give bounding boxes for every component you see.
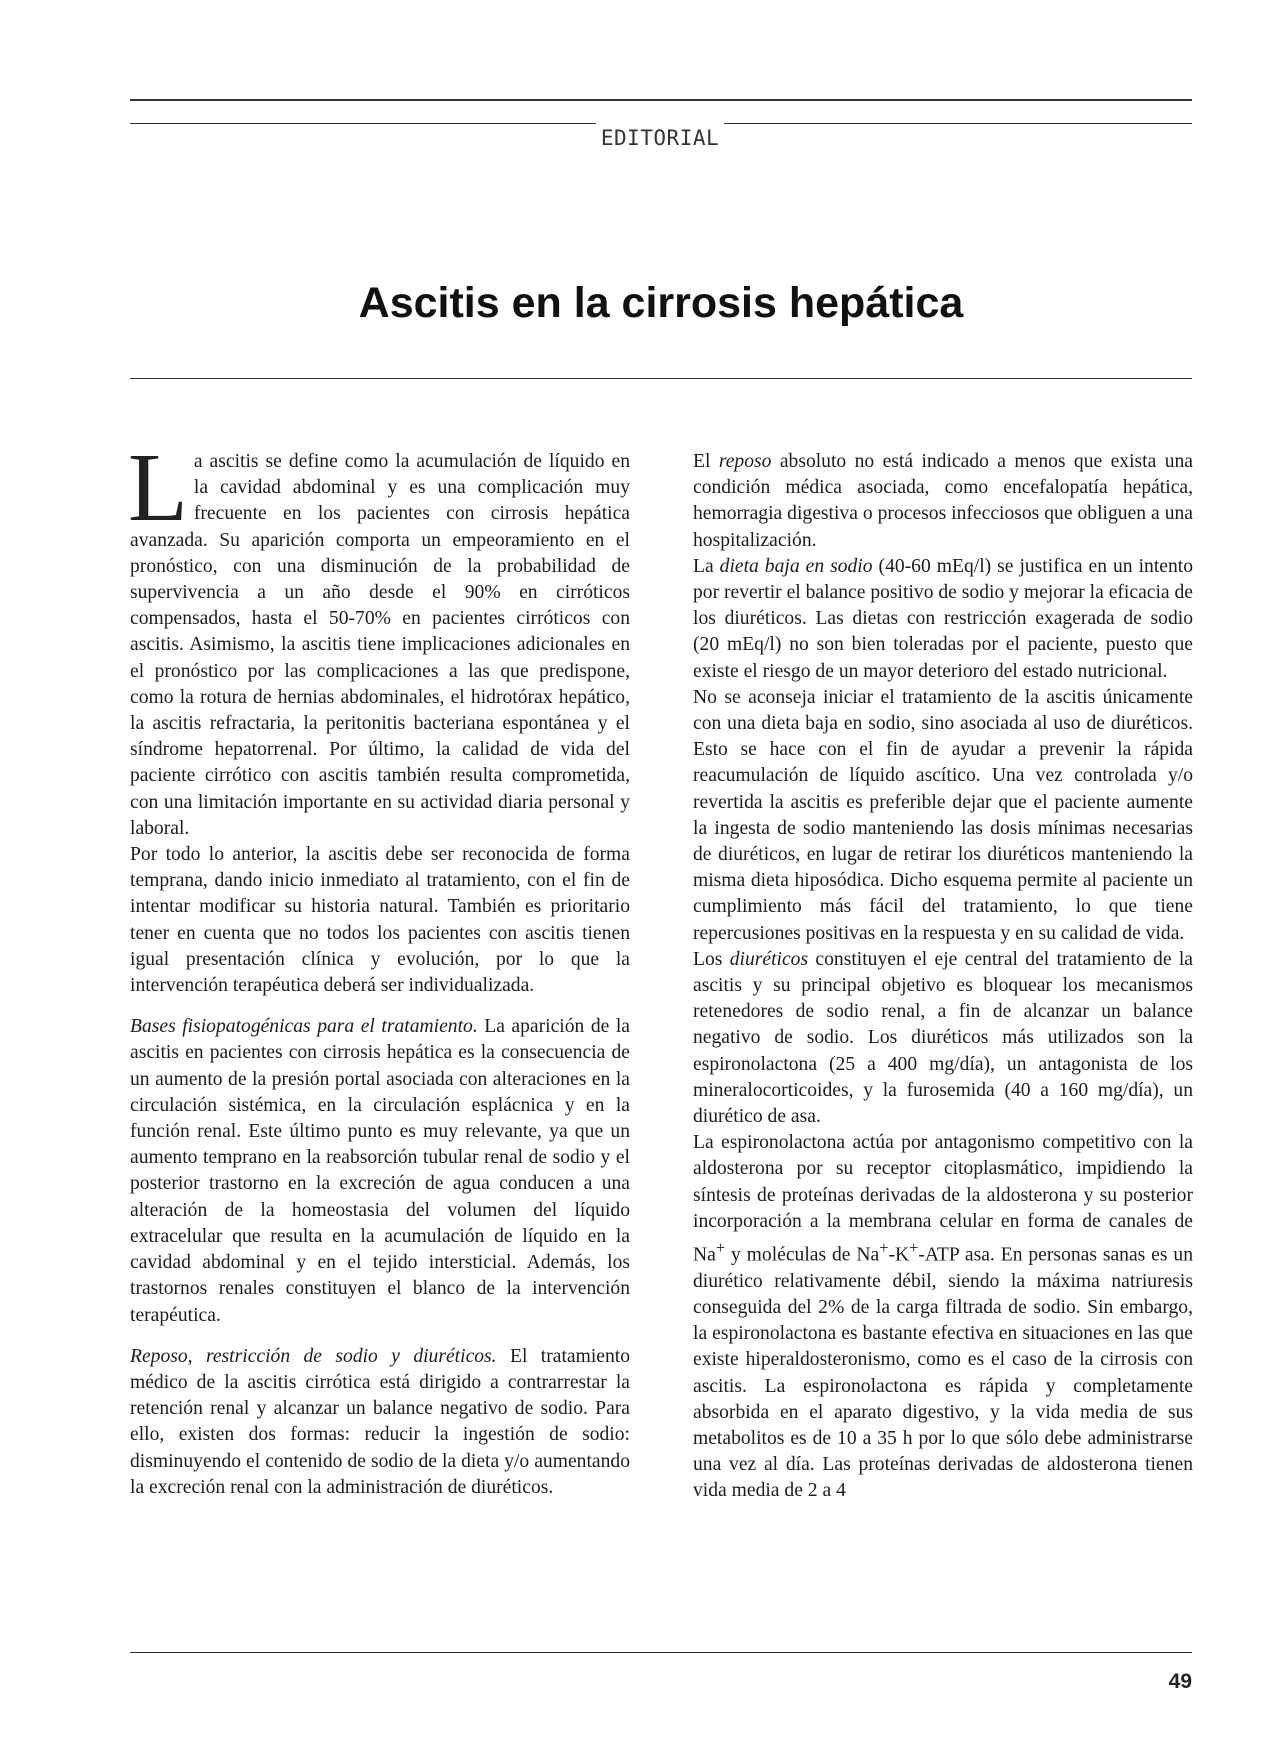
text-run: y moléculas de Na (725, 1244, 880, 1266)
paragraph-reposo (693, 449, 1193, 554)
text-run: -K (888, 1244, 910, 1266)
superscript: + (879, 1238, 889, 1258)
superscript: + (909, 1238, 919, 1258)
paragraph-intro (128, 434, 630, 842)
paragraph-pathophysiology (130, 1014, 630, 1328)
paragraph-dieta (693, 554, 1193, 685)
section-rule-left (130, 123, 596, 124)
section-heading-reposo: Reposo, restricción de sodio y diuréticos. (130, 1345, 497, 1367)
superscript: + (715, 1238, 726, 1258)
text-run: La espironolactona actúa por antagonismo competitivo con la aldosterona por su receptor citoplasmático, impidiendo la síntesis de proteínas derivadas de la aldosterona y su posterior incorporación a la membrana celular en forma de canales de Na (693, 1132, 1193, 1266)
paragraph-pathophysiology-text: La aparición de la ascitis en pacientes con cirrosis hepática es la consecuencia de un aumento de la presión portal asociada con alteraciones en la circulación sistémica, en la circulación esplácnica y en la función renal. Este último punto es muy relevante, ya que un aumento temprano en la reabsorción tubular renal de sodio y el posterior trastorno en la excreción de agua conducen a una alteración de la homeostasia del volumen del líquido extracelular que resulta en la acumulación de líquido en la cavidad abdominal y en el tejido intersticial. Además, los trastornos renales constituyen el blanco de la intervención terapéutica. (130, 1016, 630, 1326)
left-column (128, 434, 631, 1501)
paragraph-espironolactona (693, 1130, 1193, 1504)
paragraph-diureticos (693, 947, 1193, 1130)
section-label: EDITORIAL (600, 126, 720, 150)
paragraph-treatment (130, 1344, 630, 1501)
text-run: constituyen el eje central del tratamiento de la ascitis y su principal objetivo es bloquear los mecanismos retenedores de sodio renal, a fin de alcanzar un balance negativo de sodio. Los diuréticos más utilizados son la espironolactona (25 a 400 mg/día), un antagonista de los mineralocorticoides, y la furosemida (40 a 160 mg/día), un diurético de asa. (693, 948, 1194, 1128)
text-run: La (693, 555, 720, 577)
drop-cap: L (128, 434, 188, 542)
right-column (693, 449, 1193, 1505)
term-diureticos: diuréticos (729, 948, 809, 970)
text-run: Los (693, 948, 730, 970)
paragraph-treatment-text: El tratamiento médico de la ascitis cirrótica está dirigido a contrarrestar la retención renal y alcanzar un balance negativo de sodio. Para ello, existen dos formas: reducir la ingestión de sodio: disminuyendo el contenido de sodio de la dieta y/o aumentando la excreción renal con la administración de diuréticos. (130, 1345, 631, 1498)
title-rule (130, 378, 1192, 379)
text-run: -ATP asa. En personas sanas es un diurético relativamente débil, siendo la máxima natriuresis conseguida del 2% de la carga filtrada de sodio. Sin embargo, la espironolactona es bastante efectiva en situaciones en las que existe hiperaldosteronismo, como es el caso de la cirrosis con ascitis. La espironolactona es rápida y completamente absorbida en el aparato digestivo, y la vida media de sus metabolitos es de 10 a 35 h por lo que sólo debe administrarse una vez al día. Las proteínas derivadas de aldosterona tienen vida media de 2 a 4 (693, 1244, 1193, 1502)
header-top-rule (130, 99, 1192, 101)
footer-rule (130, 1652, 1192, 1653)
text-run: (40-60 mEq/l) se justifica en un intento por revertir el balance positivo de sodio y mejorar la eficacia de los diuréticos. Las dietas con restricción exagerada de sodio (20 mEq/l) no son bien toleradas por el paciente, puesto que existe el riesgo de un mayor deterioro del estado nutricional. (693, 555, 1193, 682)
text-run: absoluto no está indicado a menos que exista una condición médica asociada, como encefalopatía hepática, hemorragia digestiva o procesos infecciosos que obliguen a una hospitalización. (693, 451, 1193, 551)
paragraph-intro-text: a ascitis se define como la acumulación de líquido en la cavidad abdominal y es una complicación muy frecuente en los pacientes con cirrosis hepática avanzada. Su aparición comporta un empeoramiento en el pronóstico, con una disminución de la probabilidad de supervivencia a un año desde el 90% en cirróticos compensados, hasta el 50-70% en pacientes cirróticos con ascitis. Asimismo, la ascitis tiene implicaciones adicionales en el pronóstico por las complicaciones a las que predispone, como la rotura de hernias abdominales, el hidrotórax hepático, la ascitis refractaria, la peritonitis bacteriana espontánea y el síndrome hepatorrenal. Por último, la calidad de vida del paciente cirrótico con ascitis también resulta comprometida, con una limitación importante en su actividad diaria personal y laboral. (130, 451, 630, 839)
section-heading-bases: Bases fisiopatogénicas para el tratamiento. (130, 1016, 478, 1038)
term-reposo: reposo (718, 451, 772, 472)
text-run: El (693, 451, 719, 472)
paragraph-diagnosis: Por todo lo anterior, la ascitis debe ser reconocida de forma temprana, dando inicio inmediato al tratamiento, con el fin de intentar modificar su historia natural. También es prioritario tener en cuenta que no todos los pacientes con ascitis tienen igual presentación clínica y evolución, por lo que la intervención terapéutica deberá ser individualizada. (130, 844, 630, 997)
paragraph-recommendation: No se aconseja iniciar el tratamiento de la ascitis únicamente con una dieta baja en sodio, sino asociada al uso de diuréticos. Esto se hace con el fin de ayudar a prevenir la rápida reacumulación de líquido ascítico. Una vez controlada y/o revertida la ascitis es preferible dejar que el paciente aumente la ingesta de sodio manteniendo las dosis mínimas necesarias de diuréticos, en lugar de retirar los diuréticos manteniendo la misma dieta hiposódica. Dicho esquema permite al paciente un cumplimiento más fácil del tratamiento, lo que tiene repercusiones positivas en la respuesta y en su calidad de vida. (693, 686, 1193, 944)
term-dieta: dieta baja en sodio (719, 555, 873, 577)
article-title: Ascitis en la cirrosis hepática (358, 279, 964, 327)
section-rule-right (724, 123, 1192, 124)
page-number: 49 (1168, 1670, 1192, 1693)
